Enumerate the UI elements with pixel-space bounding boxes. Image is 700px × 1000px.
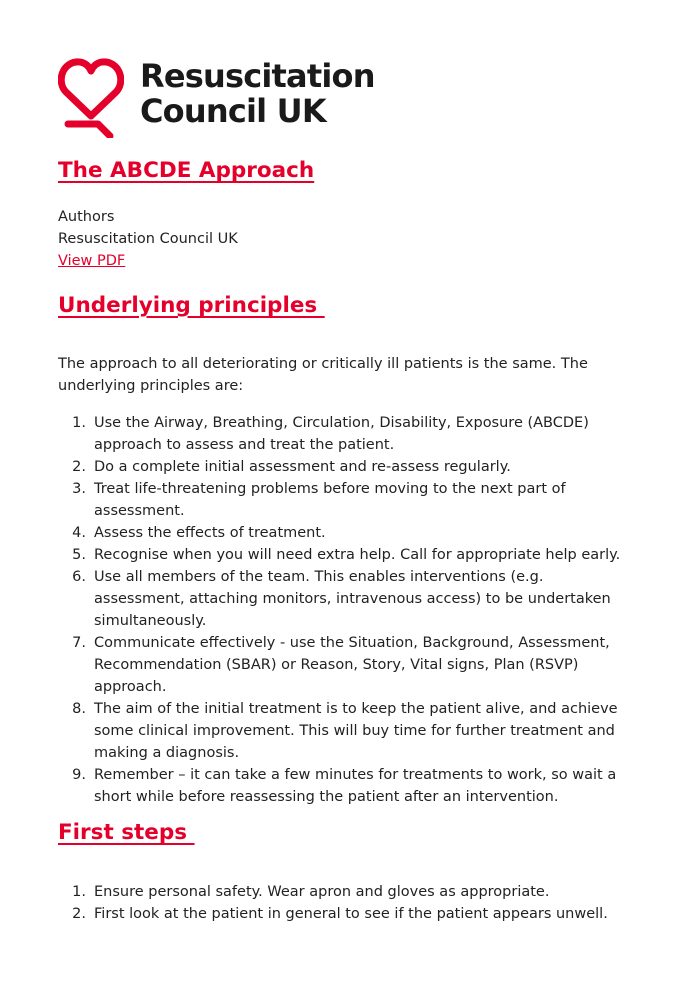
list-item-text: The aim of the initial treatment is to keep the patient alive, and achieve some clinical improvement. This will buy time for further treatment and making a diagnosis. xyxy=(94,701,618,761)
list-number: 1. xyxy=(72,415,86,431)
list-item-text: Ensure personal safety. Wear apron and gloves as appropriate. xyxy=(94,884,550,900)
logo-wordmark xyxy=(140,59,375,129)
principles-intro: The approach to all deteriorating or critically ill patients is the same. The underlying principles are: xyxy=(58,356,588,394)
first-steps-list xyxy=(58,881,638,925)
list-item xyxy=(58,566,638,632)
list-number: 2. xyxy=(72,459,86,475)
list-item-text: Remember – it can take a few minutes for treatments to work, so wait a short while before reassessing the patient after an intervention. xyxy=(94,767,617,805)
list-item-text: Communicate effectively - use the Situation, Background, Assessment, Recommendation (SBAR) or Reason, Story, Vital signs, Plan (RSVP) approach. xyxy=(94,635,610,695)
logo-line-1: Resuscitation xyxy=(140,57,375,95)
authors-label: Authors xyxy=(58,209,115,225)
list-number: 1. xyxy=(72,884,86,900)
heart-speech-icon xyxy=(58,56,124,138)
list-item-text: First look at the patient in general to see if the patient appears unwell. xyxy=(94,906,608,922)
list-item xyxy=(58,478,638,522)
list-number: 6. xyxy=(72,569,86,585)
section-heading-first-steps: First steps xyxy=(58,820,195,845)
list-item-text: Treat life-threatening problems before moving to the next part of assessment. xyxy=(94,481,566,519)
list-item xyxy=(58,903,638,925)
list-number: 9. xyxy=(72,767,86,783)
list-item xyxy=(58,412,638,456)
list-number: 5. xyxy=(72,547,86,563)
list-item xyxy=(58,698,638,764)
list-item-text: Recognise when you will need extra help. Call for appropriate help early. xyxy=(94,547,621,563)
list-item xyxy=(58,764,638,808)
view-pdf-link[interactable]: View PDF xyxy=(58,253,126,269)
list-item-text: Assess the effects of treatment. xyxy=(94,525,326,541)
list-number: 3. xyxy=(72,481,86,497)
list-item xyxy=(58,522,638,544)
list-number: 2. xyxy=(72,906,86,922)
list-item xyxy=(58,544,638,566)
list-item-text: Use the Airway, Breathing, Circulation, Disability, Exposure (ABCDE) approach to assess and treat the patient. xyxy=(94,415,589,453)
list-item-text: Use all members of the team. This enables interventions (e.g. assessment, attaching monitors, intravenous access) to be undertaken simultaneously. xyxy=(94,569,611,629)
authors-block xyxy=(58,206,238,272)
list-number: 8. xyxy=(72,701,86,717)
list-item-text: Do a complete initial assessment and re-assess regularly. xyxy=(94,459,511,475)
list-item xyxy=(58,881,638,903)
list-item xyxy=(58,632,638,698)
resuscitation-council-logo[interactable] xyxy=(58,56,388,138)
section-heading-underlying-principles: Underlying principles xyxy=(58,293,325,318)
list-item xyxy=(58,456,638,478)
page-title: The ABCDE Approach xyxy=(58,158,315,183)
logo-line-2: Council UK xyxy=(140,92,326,130)
list-number: 4. xyxy=(72,525,86,541)
author-name: Resuscitation Council UK xyxy=(58,231,238,247)
list-number: 7. xyxy=(72,635,86,651)
principles-list xyxy=(58,412,638,808)
